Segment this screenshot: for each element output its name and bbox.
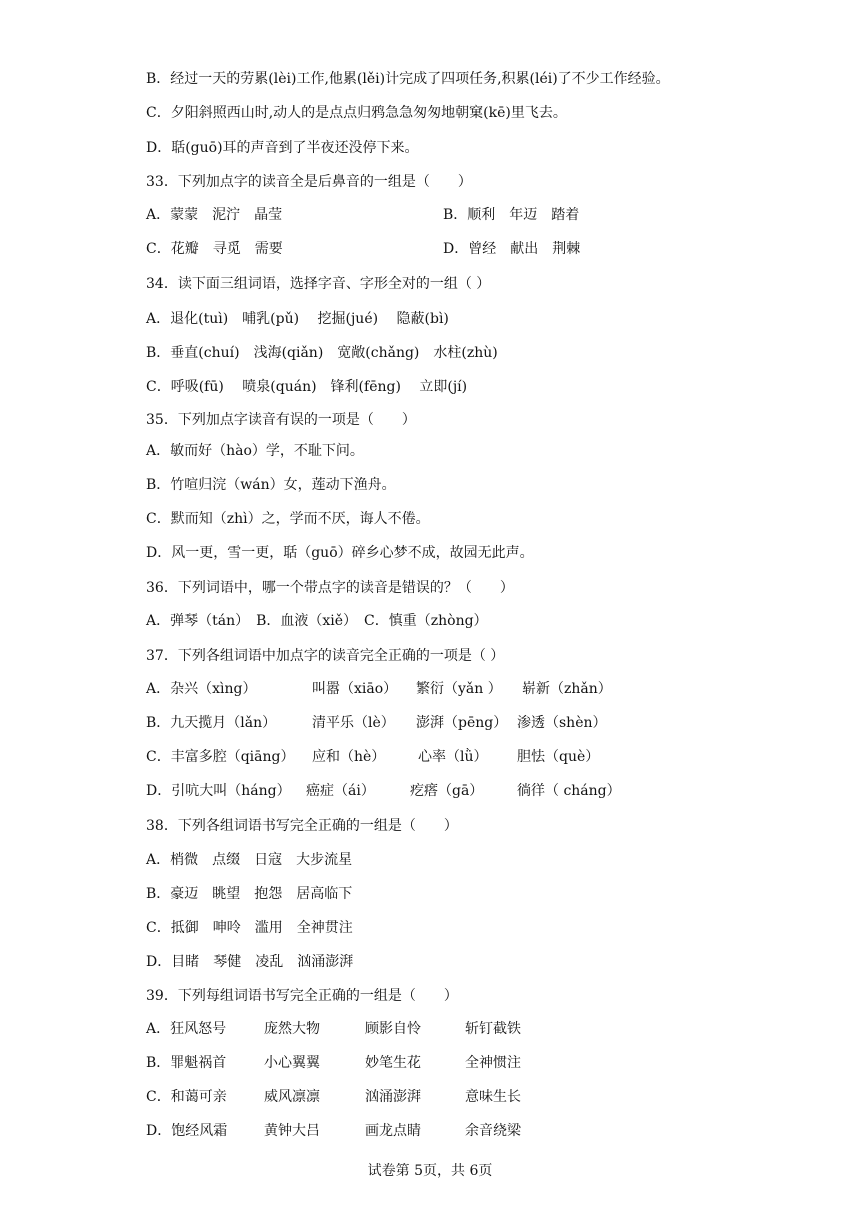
q33-option-b: B．顺利 年迈 踏着 — [443, 207, 580, 223]
q39-b-2: 小心翼翼 — [264, 1055, 320, 1071]
q39-b-1: B．罪魁祸首 — [146, 1055, 227, 1071]
q37-b-3: 澎湃（pēng） — [416, 715, 508, 731]
q38-stem: 38．下列各组词语书写完全正确的一组是（ ） — [146, 818, 458, 834]
q39-c-3: 汹涌澎湃 — [365, 1089, 421, 1105]
q35-option-a: A．敏而好（hào）学，不耻下问。 — [146, 443, 364, 459]
q33-stem: 33．下列加点字的读音全是后鼻音的一组是（ ） — [146, 174, 472, 190]
q39-d-3: 画龙点睛 — [365, 1123, 421, 1139]
q33-option-d: D．曾经 献出 荆棘 — [443, 241, 581, 257]
q37-a-3: 繁衍（yǎn ） — [416, 681, 502, 697]
q39-d-4: 余音绕梁 — [465, 1123, 521, 1139]
q37-d-1: D．引吭大叫（háng） — [146, 783, 291, 799]
q32-option-d: D．聒(guō)耳的声音到了半夜还没停下来。 — [146, 140, 419, 156]
q35-stem: 35．下列加点字读音有误的一项是（ ） — [146, 412, 416, 428]
q32-option-b: B．经过一天的劳累(lèi)工作,他累(lěi)计完成了四项任务,积累(léi)了不少工作经验。 — [146, 71, 670, 87]
q37-d-3: 疙瘩（gā） — [410, 783, 484, 799]
q36-options: A．弹琴（tán） B．血液（xiě） C．慎重（zhòng） — [146, 613, 488, 629]
q35-option-b: B．竹喧归浣（wán）女，莲动下渔舟。 — [146, 477, 396, 493]
q38-option-b: B．豪迈 眺望 抱怨 居高临下 — [146, 886, 353, 902]
q37-b-1: B．九天揽月（lǎn） — [146, 715, 277, 731]
q37-c-2: 应和（hè） — [312, 749, 386, 765]
q33-option-a: A．蒙蒙 泥泞 晶莹 — [146, 207, 283, 223]
q37-b-4: 渗透（shèn） — [517, 715, 607, 731]
q34-option-c: C．呼吸(fū) 喷泉(quán) 锋利(fēng) 立即(jí) — [146, 379, 468, 395]
q38-option-c: C．抵御 呻呤 滥用 全神贯注 — [146, 920, 353, 936]
q37-c-4: 胆怯（què） — [517, 749, 600, 765]
q39-c-4: 意味生长 — [465, 1089, 521, 1105]
q37-c-3: 心率（lǜ） — [418, 749, 488, 765]
q39-a-4: 斩钉截铁 — [465, 1021, 521, 1037]
q39-d-2: 黄钟大吕 — [264, 1123, 320, 1139]
q34-stem: 34．读下面三组词语，选择字音、字形全对的一组（ ） — [146, 276, 491, 292]
q38-option-a: A．梢微 点缀 日寇 大步流星 — [146, 852, 353, 868]
q37-a-2: 叫嚣（xiāo） — [312, 681, 398, 697]
q36-stem: 36．下列词语中，哪一个带点字的读音是错误的？（ ） — [146, 580, 514, 596]
q39-c-2: 威风凛凛 — [264, 1089, 320, 1105]
q37-a-4: 崭新（zhǎn） — [522, 681, 612, 697]
q37-d-4: 徜徉（ cháng） — [517, 783, 621, 799]
q35-option-c: C．默而知（zhì）之，学而不厌，诲人不倦。 — [146, 511, 430, 527]
q37-a-1: A．杂兴（xìng） — [146, 681, 257, 697]
q37-c-1: C．丰富多腔（qiāng） — [146, 749, 295, 765]
q39-b-4: 全神惯注 — [465, 1055, 521, 1071]
q32-option-c: C．夕阳斜照西山时,动人的是点点归鸦急急匆匆地朝窠(kē)里飞去。 — [146, 105, 567, 121]
q33-option-c: C．花瓣 寻觅 需要 — [146, 241, 283, 257]
q37-d-2: 癌症（ái） — [306, 783, 375, 799]
q39-stem: 39．下列每组词语书写完全正确的一组是（ ） — [146, 988, 458, 1004]
q37-stem: 37．下列各组词语中加点字的读音完全正确的一项是（ ） — [146, 648, 505, 664]
q38-option-d: D．目睹 琴健 凌乱 汹涌澎湃 — [146, 954, 354, 970]
page-footer: 试卷第 5页，共 6页 — [367, 1163, 493, 1179]
q39-a-1: A．狂风怒号 — [146, 1021, 227, 1037]
q39-a-2: 庞然大物 — [264, 1021, 320, 1037]
q39-d-1: D．饱经风霜 — [146, 1123, 228, 1139]
q39-c-1: C．和蔼可亲 — [146, 1089, 227, 1105]
q37-b-2: 清平乐（lè） — [312, 715, 395, 731]
q34-option-a: A．退化(tuì) 哺乳(pǔ) 挖掘(jué) 隐蔽(bì) — [146, 311, 449, 327]
q39-a-3: 顾影自怜 — [365, 1021, 421, 1037]
q39-b-3: 妙笔生花 — [365, 1055, 421, 1071]
q34-option-b: B．垂直(chuí) 浅海(qiǎn) 宽敞(chǎng) 水柱(zhù) — [146, 345, 498, 361]
q35-option-d: D．风一更，雪一更，聒（guō）碎乡心梦不成，故园无此声。 — [146, 545, 534, 561]
